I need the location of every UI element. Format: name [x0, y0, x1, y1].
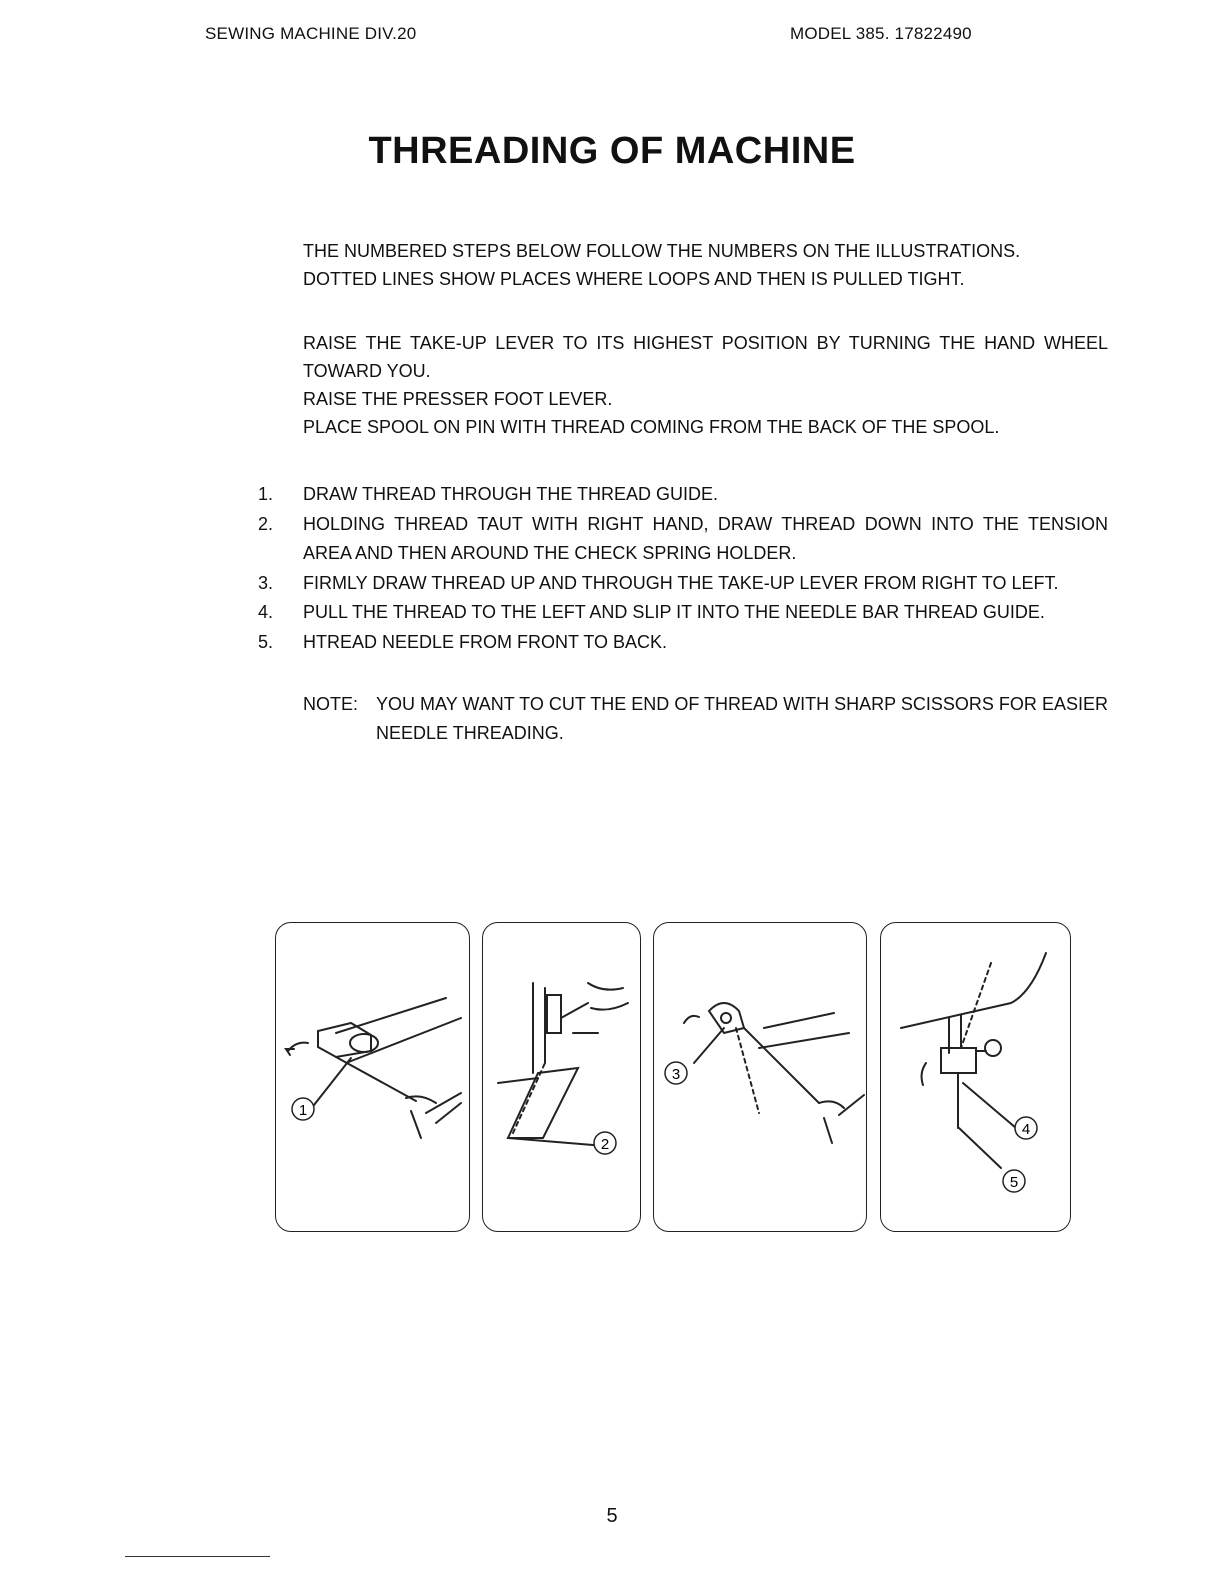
- callout-3: [665, 1062, 687, 1084]
- note-label: NOTE:: [303, 694, 359, 714]
- take-up-lever-drawing: [654, 923, 866, 1231]
- step-number: 2.: [258, 513, 274, 534]
- illustration-tension-area: [482, 922, 641, 1232]
- callout-1: [292, 1098, 314, 1120]
- prep-paragraph-1: RAISE THE TAKE-UP LEVER TO ITS HIGHEST POSITION BY TURNING THE HAND WHEEL TOWARD YOU.: [303, 333, 1108, 381]
- header-right: MODEL 385. 17822490: [790, 24, 972, 43]
- step-text: HTREAD NEEDLE FROM FRONT TO BACK.: [303, 631, 668, 652]
- tension-area-drawing: [483, 923, 640, 1231]
- footer-rule: [125, 1556, 270, 1557]
- intro-block: [303, 237, 1108, 293]
- steps-list: [258, 480, 1108, 657]
- note-text: YOU MAY WANT TO CUT THE END OF THREAD WITH SHARP SCISSORS FOR EASIER NEEDLE THREADING.: [376, 694, 1108, 743]
- step-item: [258, 628, 1108, 658]
- callout-4-label: 4: [1021, 1121, 1031, 1138]
- step-item: [258, 598, 1108, 628]
- step-number: 3.: [258, 572, 274, 593]
- step-text: HOLDING THREAD TAUT WITH RIGHT HAND, DRAW THREAD DOWN INTO THE TENSION AREA AND THEN AROUND THE CHECK SPRING HOLDER.: [303, 513, 1108, 563]
- intro-line-1: THE NUMBERED STEPS BELOW FOLLOW THE NUMBERS ON THE ILLUSTRATIONS.: [303, 241, 1021, 261]
- note-block: [303, 690, 1108, 748]
- needle-drawing: [881, 923, 1070, 1231]
- step-item: [258, 569, 1108, 599]
- step-number: 5.: [258, 631, 274, 652]
- step-item: [258, 510, 1108, 569]
- prep-paragraph-2: RAISE THE PRESSER FOOT LEVER.: [303, 389, 613, 409]
- page-number: 5: [606, 1505, 618, 1527]
- step-text: FIRMLY DRAW THREAD UP AND THROUGH THE TAKE-UP LEVER FROM RIGHT TO LEFT.: [303, 572, 1059, 593]
- callout-5: [1003, 1170, 1025, 1192]
- step-text: PULL THE THREAD TO THE LEFT AND SLIP IT INTO THE NEEDLE BAR THREAD GUIDE.: [303, 602, 1045, 622]
- illustration-take-up-lever: [653, 922, 867, 1232]
- illustration-needle: [880, 922, 1071, 1232]
- callout-4: [1015, 1117, 1037, 1139]
- callout-5-label: 5: [1009, 1174, 1019, 1191]
- step-text: DRAW THREAD THROUGH THE THREAD GUIDE.: [303, 484, 719, 504]
- illustration-thread-guide: [275, 922, 470, 1232]
- page-title: THREADING OF MACHINE: [368, 130, 856, 172]
- callout-3-label: 3: [671, 1066, 681, 1083]
- header-left: SEWING MACHINE DIV.20: [205, 24, 417, 43]
- step-number: 1.: [258, 484, 274, 504]
- callout-1-label: 1: [298, 1102, 308, 1119]
- intro-line-2: DOTTED LINES SHOW PLACES WHERE LOOPS AND THEN IS PULLED TIGHT.: [303, 269, 965, 289]
- callout-2: [594, 1132, 616, 1154]
- prep-block: [303, 329, 1108, 441]
- step-number: 4.: [258, 602, 274, 622]
- callout-2-label: 2: [600, 1136, 610, 1153]
- prep-paragraph-3: PLACE SPOOL ON PIN WITH THREAD COMING FROM THE BACK OF THE SPOOL.: [303, 417, 1000, 437]
- step-item: [258, 480, 1108, 510]
- thread-guide-drawing: [276, 923, 469, 1231]
